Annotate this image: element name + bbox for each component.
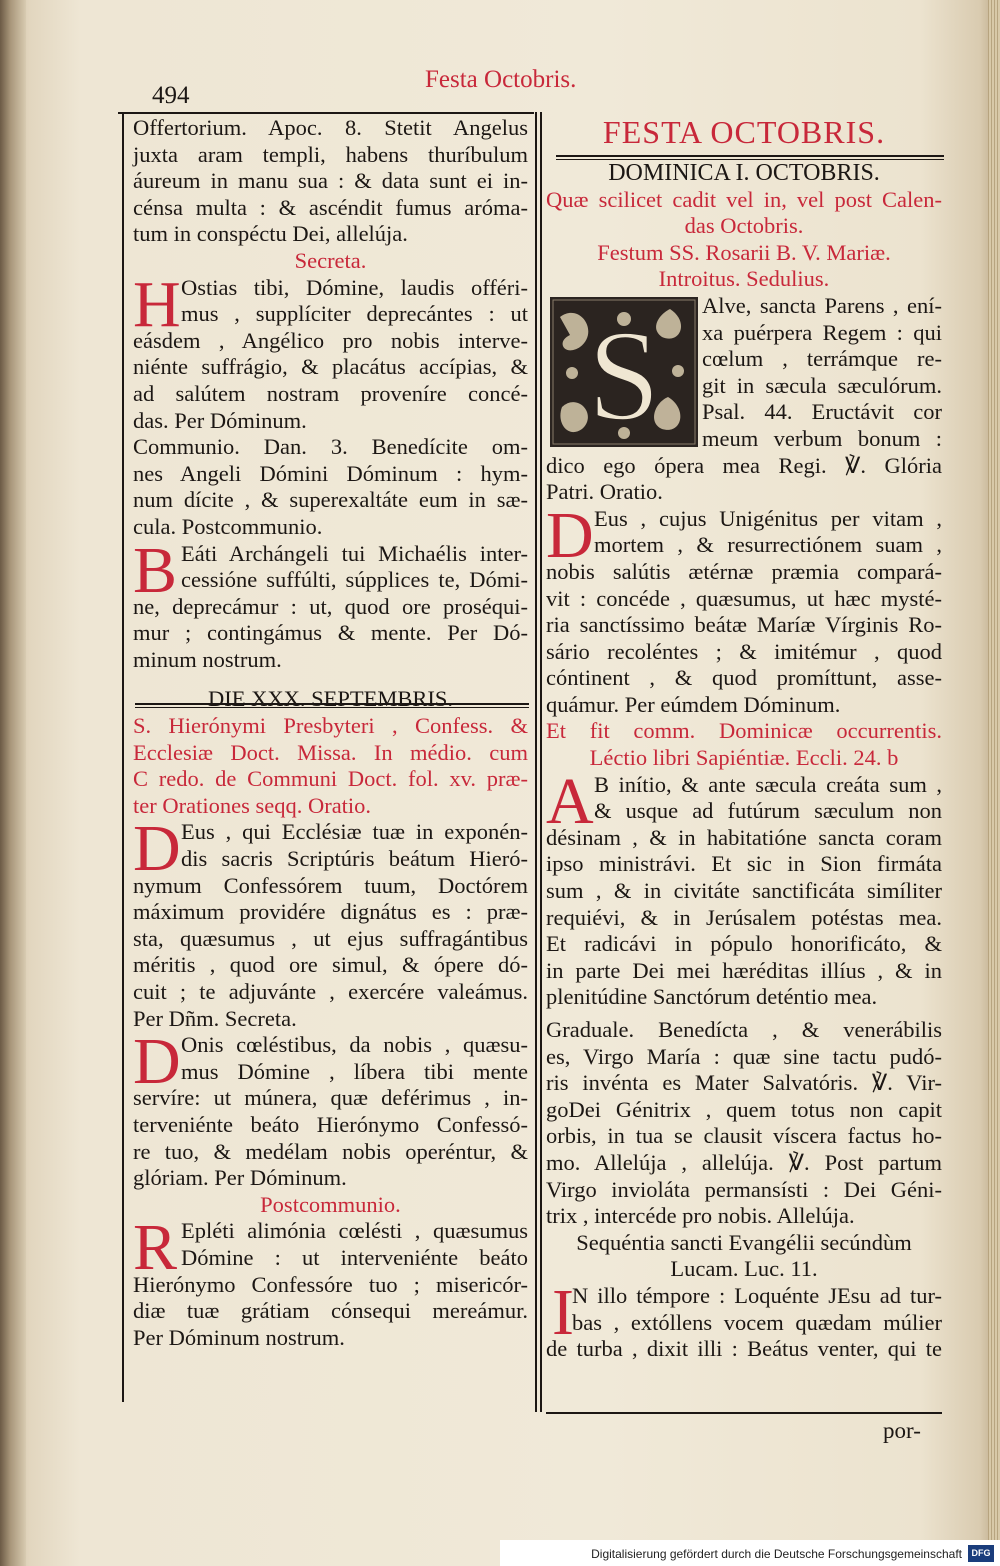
text-line: xa puérpera Regem : qui: [702, 319, 942, 345]
text-line: quámur. Per eúmdem Dóminum.: [546, 691, 841, 717]
top-rule-left: [118, 112, 534, 114]
offertorium-line: Offertorium. Apoc. 8. Stetit Angelus: [133, 115, 528, 140]
oratio-paragraph: [133, 812, 528, 1032]
drop-cap: B: [133, 533, 178, 607]
evangelium-paragraph: [546, 1275, 942, 1363]
text-line: mur ; contingámus & mente. Per Dó-: [133, 620, 528, 646]
dominica-heading: DOMINICA I. OCTOBRIS.: [608, 160, 880, 186]
graduale-line: Virgo invioláta permansísti : Dei Géni-: [546, 1176, 942, 1202]
right-bottom-rule: [546, 1412, 942, 1414]
text-line: désinam , & in habitatióne sancta coram: [546, 824, 942, 850]
text-line: nymum Confessórem tuum, Doctórem: [133, 872, 528, 898]
page-number: 494: [152, 82, 190, 109]
text-line: de turba , dixit illi : Beátus venter, qui te: [546, 1336, 942, 1362]
catchword: por-: [883, 1418, 921, 1443]
hieronymi-line: Ecclesiæ Doct. Missa. In médio. cum: [133, 739, 528, 765]
drop-cap: H: [133, 267, 181, 341]
book-spine: [0, 0, 26, 1566]
offertorium-line: áureum in manu sua : & data sunt ei in-: [133, 168, 528, 194]
text-line: servíre: ut múnera, quæ deférimus , in-: [133, 1085, 528, 1111]
spacer: [133, 673, 528, 686]
text-line: Eus , qui Ecclésiæ tuæ in exponén-: [181, 819, 528, 845]
communio-line: num dícite , & superexaltáte eum in sæ-: [133, 487, 528, 513]
text-line: ne, deprecámur : ut, quod ore proséqui-: [133, 593, 528, 619]
text-line: dico ego ópera mea Regi. ℣. Glória: [546, 452, 942, 478]
text-line: git in sæcula sæculórum.: [702, 372, 942, 398]
text-line: N illo témpore : Loquénte JEsu ad tur-: [572, 1282, 942, 1308]
text-line: mortem , & resurrectiónem suam ,: [594, 532, 942, 558]
graduale-line: ris invénta es Mater Salvatóris. ℣. Vir-: [546, 1070, 942, 1096]
text-line: máximum providére dignátus es : præ-: [133, 899, 528, 925]
quae-line: Quæ scilicet cadit vel in, vel post Calen-: [546, 186, 942, 212]
hieronymi-line: ter Orationes seqq. Oratio.: [133, 792, 372, 818]
oratio-paragraph: [546, 498, 942, 719]
graduale-line: es, Virgo María : quæ sine tactu pudó-: [546, 1043, 942, 1069]
text-line: Per Dñm. Secreta.: [133, 1005, 297, 1031]
text-line: glóriam. Per Dóminum.: [133, 1165, 347, 1191]
text-line: das. Per Dóminum.: [133, 407, 307, 433]
text-line: sta, quæsumus , ut ejus suffragántibus: [133, 925, 528, 951]
introitus-paragraph: [546, 293, 942, 453]
offertorium-line: tum in conspéctu Dei, allelúja.: [133, 221, 408, 247]
text-line: Per Dóminum nostrum.: [133, 1324, 345, 1350]
ornate-initial: [550, 297, 698, 447]
center-rule-right: [540, 112, 542, 1412]
text-line: ad salútem nostram proveníre concé-: [133, 380, 528, 406]
text-line: sário recoléntes ; & imitémur , quod: [546, 638, 942, 664]
comm-line: Et fit comm. Dominicæ occurrentis.: [546, 718, 942, 744]
text-line: plenitúdine Sanctórum deténtio mea.: [546, 984, 878, 1010]
sequentia-line: Lucam. Luc. 11.: [670, 1256, 818, 1282]
text-line: Alve, sancta Parens , ení-: [702, 292, 942, 318]
text-line: Patri. Oratio.: [546, 479, 663, 505]
postcommunio-paragraph: [133, 533, 528, 674]
text-line: Dómine : ut interveniénte beáto: [181, 1244, 528, 1270]
text-line: cuit ; te adjuvánte , exercére valeámus.: [133, 979, 528, 1004]
text-line: B inítio, & ante sæcula creáta sum ,: [594, 771, 942, 797]
text-line: cessióne suffúlti, súpplices te, Dómi-: [181, 567, 528, 593]
text-line: cóntinent , & quod promíttunt, asse-: [546, 665, 942, 691]
text-line: meum verbum bonum :: [702, 425, 942, 451]
graduale-line: goDei Génitrix , quem totus non capit: [546, 1096, 942, 1122]
spacer: [546, 152, 942, 160]
secreta-heading: Secreta.: [294, 247, 367, 273]
text-line: mus Dómine , líbera tibi mente: [181, 1058, 528, 1084]
communio-line: Communio. Dan. 3. Benedícite om-: [133, 434, 528, 460]
drop-cap: I: [552, 1275, 574, 1349]
offertorium-line: cénsa multa : & ascéndit fumus aróma-: [133, 194, 528, 220]
text-line: Epléti alimónia cœlésti , quæsumus: [181, 1218, 528, 1244]
secreta-paragraph: [133, 267, 528, 435]
center-rule-left: [535, 112, 537, 1412]
text-line: Onis cœléstibus, da nobis , quæsu-: [181, 1032, 528, 1058]
ornate-letter: S: [587, 303, 661, 447]
text-line: Eus , cujus Unigénitus per vitam ,: [594, 505, 942, 531]
digitization-note: Digitalisierung gefördert durch die Deutsche Forschungsgemeinschaft: [591, 1547, 962, 1561]
page-edges: [988, 0, 1000, 1566]
text-line: nobis salútis ætérnæ præmia compará-: [546, 558, 942, 584]
text-line: vit : concéde , quæsumus, ut hæc mysté-: [546, 585, 942, 611]
graduale-line: mo. Allelúja , allelúja. ℣. Post partum: [546, 1149, 942, 1175]
graduale-line: Graduale. Benedícta , & venerábilis: [546, 1017, 942, 1042]
left-column-rule: [122, 112, 124, 1402]
drop-cap: D: [546, 498, 594, 572]
text-line: Et radicávi in pópulo honorificáto, &: [546, 931, 942, 957]
text-line: requiévi, & in Jerúsalem potéstas mea.: [546, 904, 942, 930]
text-line: dis sacris Scriptúris beátum Hieró-: [181, 846, 528, 872]
drop-cap: A: [546, 764, 594, 838]
sequentia-line: Sequéntia sancti Evangélii secúndùm: [576, 1229, 912, 1255]
hieronymi-line: C redo. de Communi Doct. fol. xv. præ-: [133, 766, 528, 792]
drop-cap: D: [133, 1025, 181, 1099]
postcommunio-heading: Postcommunio.: [260, 1191, 401, 1217]
drop-cap: D: [133, 812, 181, 886]
text-line: cœlum , terrámque re-: [702, 346, 942, 372]
postcommunio-paragraph-2: [133, 1211, 528, 1351]
section-title: FESTA OCTOBRIS.: [602, 114, 886, 150]
text-line: Eáti Archángeli tui Michaélis inter-: [181, 540, 528, 566]
text-line: & usque ad futúrum sæculum non: [594, 798, 942, 824]
ornate-initial-s-icon: [550, 297, 698, 447]
introitus-heading: Introitus. Sedulius.: [658, 266, 830, 292]
text-line: Ostias tibi, Dómine, laudis offéri-: [181, 274, 528, 300]
text-line: sum , & in civitáte sanctificáta simíliter: [546, 878, 942, 904]
text-line: méritis , quod ore simul, & ópere dó-: [133, 952, 528, 978]
text-line: mus , supplíciter deprecántes : ut: [181, 301, 528, 327]
running-head: Festa Octobris.: [425, 66, 577, 93]
dfg-logo-icon: DFG: [968, 1545, 994, 1562]
text-line: ipso ministrávi. Et sic in Sion firmáta: [546, 851, 942, 877]
text-line: ria sanctíssimo beátæ Maríæ Vírginis Ro-: [546, 612, 942, 638]
die-title: DIE XXX. SEPTEMBRIS.: [207, 686, 454, 712]
text-line: diæ tuæ grátiam cónsequi mereámur.: [133, 1298, 528, 1324]
offertorium-line: juxta aram templi, habens thuríbulum: [133, 141, 528, 167]
lectio-heading: Léctio libri Sapiéntiæ. Eccli. 24. b: [589, 745, 899, 771]
text-line: eásdem , Angélico pro nobis interve-: [133, 327, 528, 353]
drop-cap: R: [133, 1211, 178, 1285]
right-column: [546, 112, 942, 1363]
graduale-line: orbis, in tua se clausit víscera factus ho-: [546, 1123, 942, 1149]
text-line: bas , extóllens vocem quædam múlier: [572, 1309, 942, 1335]
festum-line: Festum SS. Rosarii B. V. Mariæ.: [597, 239, 891, 265]
text-line: Psal. 44. Eructávit cor: [702, 399, 942, 425]
text-line: niénte suffrágio, & placátus accípias, &: [133, 354, 528, 380]
text-line: re tuo, & medélam nobis operéntur, &: [133, 1138, 528, 1164]
lectio-paragraph: [546, 764, 942, 1011]
graduale-line: trix , intercéde pro nobis. Allelúja.: [546, 1203, 855, 1229]
hieronymi-line: S. Hierónymi Presbyteri , Confess. &: [133, 713, 528, 739]
communio-line: cula. Postcommunio.: [133, 513, 323, 539]
text-line: in parte Dei mei hæréditas illíus , & in: [546, 957, 942, 983]
text-line: minum nostrum.: [133, 646, 282, 672]
left-column: [133, 115, 528, 1351]
quae-line: das Octobris.: [684, 213, 804, 239]
text-line: terveniénte beáto Hierónymo Confessó-: [133, 1111, 528, 1137]
secreta-paragraph-2: [133, 1025, 528, 1192]
communio-line: nes Angeli Dómini Dóminum : hym-: [133, 460, 528, 486]
digitization-bar: [500, 1540, 1000, 1566]
text-line: Hierónymo Confessóre tuo ; misericór-: [133, 1271, 528, 1297]
